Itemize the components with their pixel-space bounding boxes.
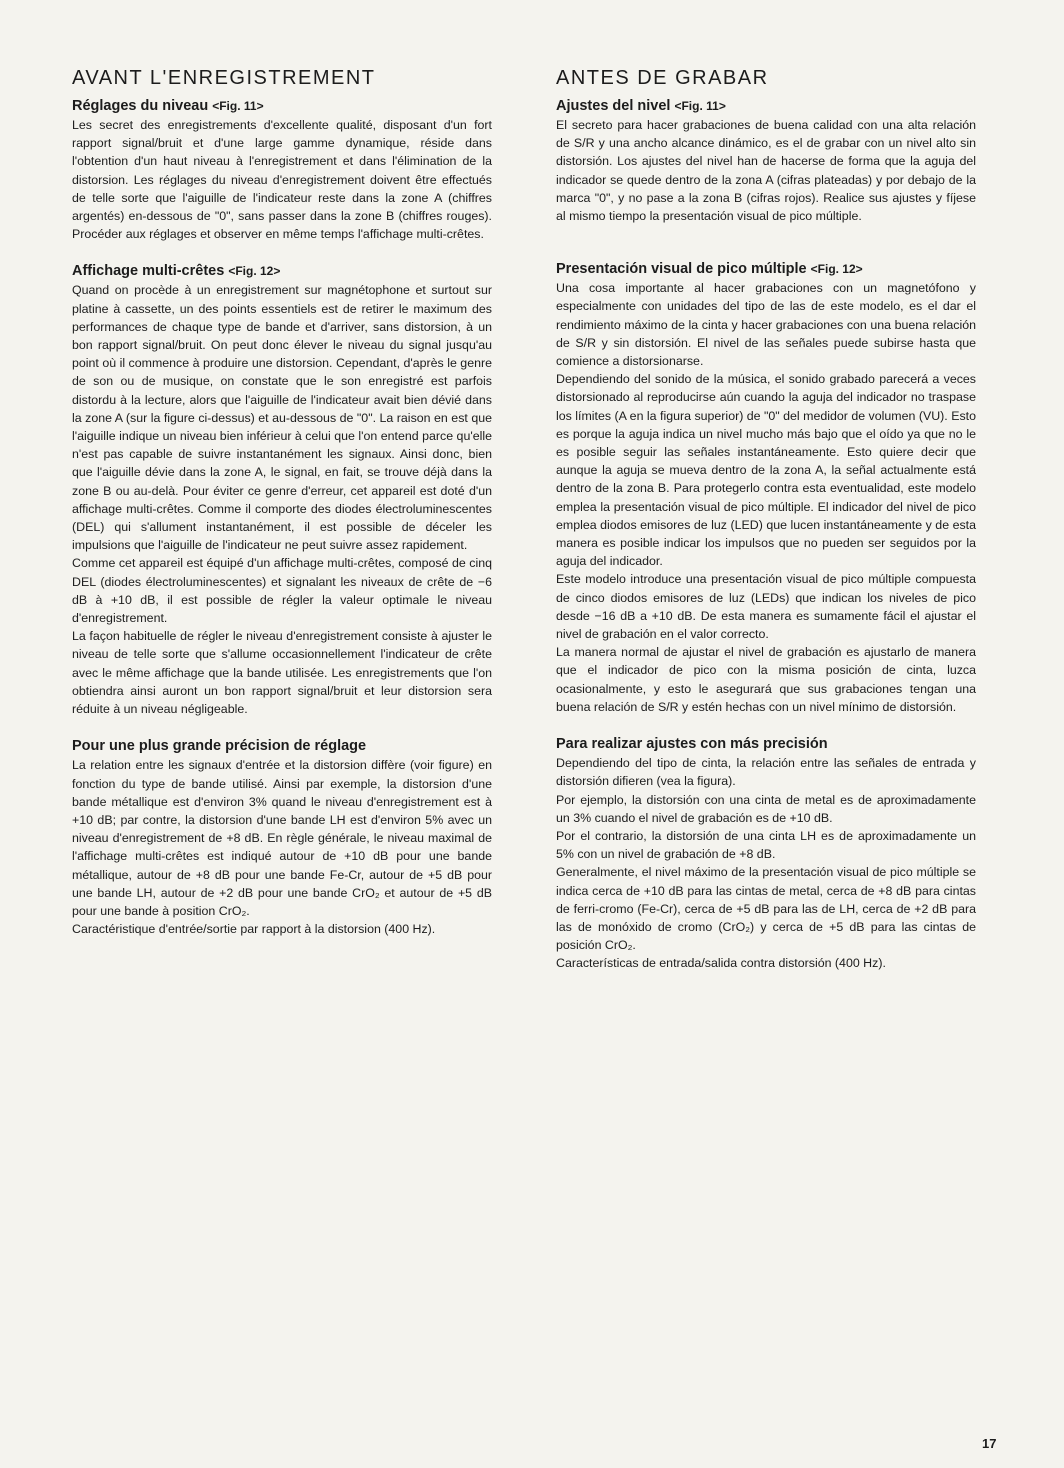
section-heading: Pour une plus grande précision de réglage — [72, 738, 367, 755]
figure-reference: <Fig. 12> — [228, 264, 281, 279]
french-column — [72, 66, 492, 956]
paragraph: Una cosa importante al hacer grabaciones con un magnetófono y especialmente con unidades del tipo de las de este modelo, es el dar el rendimiento máximo de la cinta y hacer grabaciones con una buena relación de S/R y sin distorsión. El nivel de las señales puede subirse hasta que comience a distorsionarse. — [556, 281, 976, 369]
page-number: 17 — [982, 1436, 997, 1451]
paragraph: Caractéristique d'entrée/sortie par rapport à la distorsion (400 Hz). — [72, 922, 436, 937]
section-heading: Réglages du niveau <Fig. 11> — [72, 98, 264, 114]
paragraph: Características de entrada/salida contra distorsión (400 Hz). — [556, 956, 886, 971]
paragraph: El secreto para hacer grabaciones de buena calidad con una alta relación de S/R y una ancho alcance dinámico, es el de grabar con un nivel alto sin distorsión. Los ajustes del nivel han de hacerse de forma que la aguja del indicador se quede dentro de la zona A (cifras plateadas) y por debajo de la marca "0", y no pase a la zona B (cifras rojos). Realice sus ajustes y fíjese al mismo tiempo la presentación visual de pico múltiple. — [556, 118, 976, 224]
paragraph: Quand on procède à un enregistrement sur magnétophone et surtout sur platine à cassette, un des points essentiels est de retirer le maximum des performances de chaque type de bande et d'arriver, sans distorsion, à un bon rapport signal/bruit. On peut donc élever le niveau du signal jusqu'au point où il commence à produire une distorsion. Cependant, d'après le genre de son ou de musique, on constate que le son enregistré est parfois distordu à la lecture, alors que l'aiguille de l'indicateur avait bien dévié dans la zone A (sur la figure ci-dessus) et au-dessous de "0". La raison en est que l'aiguille indique un niveau bien inférieur à celui que l'on entend parce qu'elle n'est pas capable de suivre instantanément les signaux. Ainsi donc, bien que l'aiguille dévie dans la zone A, le signal, en fait, se trouve déjà dans la zone B ou au-delà. Pour éviter ce genre d'erreur, cet appareil est doté d'un affichage multi-crêtes. Comme il comporte des diodes électroluminescentes (DEL) qui s'allument instantanément, il est possible de déceler les impulsions que l'aiguille de l'indicateur ne peut suivre assez rapidement. — [72, 283, 492, 553]
french-section-level-settings — [72, 96, 492, 243]
paragraph: Dependiendo del tipo de cinta, la relación entre las señales de entrada y distorsión difieren (vea la figura). — [556, 756, 976, 789]
french-title: AVANT L'ENREGISTREMENT — [72, 67, 376, 89]
paragraph: Este modelo introduce una presentación visual de pico múltiple compuesta de cinco diodos emisores de luz (LEDs) que indican los niveles de pico desde −16 dB a +10 dB. De esta manera es sumamente fácil el ajustar el nivel de grabación en el valor correcto. — [556, 572, 976, 642]
paragraph: Comme cet appareil est équipé d'un affichage multi-crêtes, composé de cinq DEL (diodes électroluminescentes) et signalant les niveaux de crête de −6 dB à +10 dB, il est possible de régler la valeur optimale le niveau d'enregistrement. — [72, 556, 492, 626]
french-section-precision — [72, 736, 492, 938]
figure-reference: <Fig. 11> — [212, 99, 264, 113]
paragraph: La relation entre les signaux d'entrée et la distorsion diffère (voir figure) en fonction du type de bande utilisé. Ainsi par exemple, la distorsion d'une bande métallique est d'environ 3% quand le niveau d'enregistrement est à +10 dB; par contre, la distorsion d'une bande LH est d'environ 5% avec un niveau d'enregistrement de +8 dB. En règle générale, le niveau maximal de l'affichage multi-crêtes est indiqué autour de +10 dB pour une bande métallique, autour de +8 dB pour une bande Fe-Cr, autour de +5 dB pour une bande LH, autour de +2 dB pour une bande CrO₂ et autour de +5 dB pour une bande à position CrO₂. — [72, 758, 492, 918]
spanish-section-precision — [556, 734, 976, 972]
paragraph: Les secret des enregistrements d'excellente qualité, disposant d'un fort rapport signal/bruit et d'une large gamme dynamique, réside dans l'obtention d'un haut niveau à l'enregistrement et dans l'élimination de la distorsion. Les réglages du niveau d'enregistrement doivent être effectués de telle sorte que l'aiguille de l'indicateur reste dans la zone A (chiffres argentés) en-dessous de "0", sans passer dans la zone B (chiffres rouges). Procéder aux réglages et observer en même temps l'affichage multi-crêtes. — [72, 118, 492, 242]
paragraph: La manera normal de ajustar el nivel de grabación es ajustarlo de manera que el indicador de pico con la misma posición de cinta, luzca ocasionalmente, y esto le asegurará que sus grabaciones tengan una buena relación de S/R y estén hechas con un nivel mínimo de distorsión. — [556, 645, 976, 714]
spanish-section-level-settings — [556, 96, 976, 225]
paragraph: Por ejemplo, la distorsión con una cinta de metal es de aproximadamente un 3% cuando el nivel de grabación es de +10 dB. — [556, 792, 976, 825]
section-heading: Presentación visual de pico múltiple <Fig. 12> — [556, 261, 863, 278]
paragraph: Por el contrario, la distorsión de una cinta LH es de aproximadamente un 5% con un nivel de grabación de +8 dB. — [556, 828, 976, 862]
paragraph: Generalmente, el nivel máximo de la presentación visual de pico múltiple se indica cerca de +10 dB para las cintas de metal, cerca de +8 dB para cintas de ferri-cromo (Fe-Cr), cerca de +5 dB para las de LH, cerca de +2 dB para las de monóxido de cromo (CrO₂) y cerca de +5 dB para las cintas de posición CrO₂. — [556, 865, 976, 953]
spanish-section-multi-peak — [556, 259, 976, 716]
paragraph: La façon habituelle de régler le niveau d'enregistrement consiste à ajuster le niveau de telle sorte que s'allume occasionnellement l'indicateur de crête avec le même affichage que la bande utilisée. Les enregistrements que l'on obtiendra ainsi auront un bon rapport signal/bruit et leur distorsion sera réduite à un niveau négligeable. — [72, 629, 492, 717]
paragraph: Dependiendo del sonido de la música, el sonido grabado parecerá a veces distorsionado al reproducirse aún cuando la aguja del indicador no traspase los límites (A en la figura superior) de "0" del medidor de volumen (VU). Esto es porque la aguja indica un nivel mucho más bajo que el oído ya que no le es posible seguir las señales instantáneamente. Esto quiere decir que aunque la aguja se mueva dentro de la zona A, la señal actualmente está dentro de la zona B. Para protegerlo contra esta eventualidad, este modelo emplea la presentación visual de pico múltiple. El indicador del nivel de pico emplea diodos emisores de luz (LED) que lucen instantáneamente y de esta manera es posible indicar los impulsos que no pueden ser seguidos por la aguja del indicador. — [556, 372, 976, 569]
french-section-multi-peak — [72, 261, 492, 718]
spanish-column — [556, 66, 976, 991]
section-heading: Ajustes del nivel <Fig. 11> — [556, 98, 726, 114]
figure-reference: <Fig. 12> — [810, 262, 863, 277]
figure-reference: <Fig. 11> — [674, 99, 726, 113]
spanish-title: ANTES DE GRABAR — [556, 67, 769, 89]
section-heading: Para realizar ajustes con más precisión — [556, 736, 828, 753]
section-heading: Affichage multi-crêtes <Fig. 12> — [72, 263, 281, 280]
